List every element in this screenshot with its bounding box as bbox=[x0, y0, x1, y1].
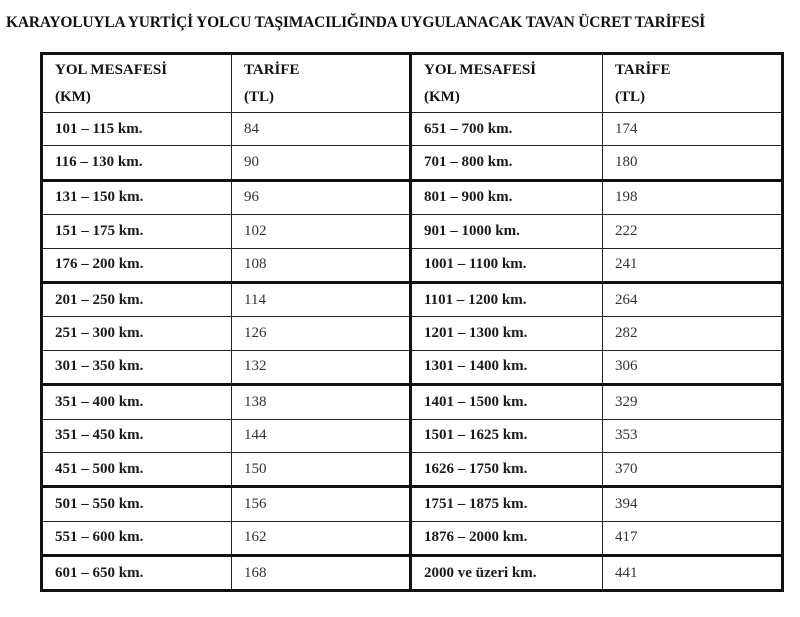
tariff-price-cell: 138 bbox=[232, 385, 411, 419]
distance-range-cell: 1301 – 1400 km. bbox=[411, 350, 603, 384]
header-unit: (KM) bbox=[424, 89, 460, 105]
header-text: YOL MESAFESİ bbox=[424, 62, 537, 78]
distance-range-cell: 1501 – 1625 km. bbox=[411, 419, 603, 452]
header-left-distance bbox=[42, 54, 232, 113]
table-row bbox=[42, 452, 783, 486]
tariff-price-cell: 114 bbox=[232, 282, 411, 316]
tariff-price-cell: 306 bbox=[603, 350, 783, 384]
tariff-price-cell: 84 bbox=[232, 113, 411, 146]
table-row bbox=[42, 215, 783, 248]
distance-range-cell: 1876 – 2000 km. bbox=[411, 521, 603, 555]
distance-range-cell: 1101 – 1200 km. bbox=[411, 282, 603, 316]
table-row bbox=[42, 350, 783, 384]
tariff-price-cell: 264 bbox=[603, 282, 783, 316]
tariff-price-cell: 102 bbox=[232, 215, 411, 248]
distance-range-cell: 301 – 350 km. bbox=[42, 350, 232, 384]
table-row bbox=[42, 521, 783, 555]
tariff-price-cell: 370 bbox=[603, 452, 783, 486]
distance-range-cell: 1626 – 1750 km. bbox=[411, 452, 603, 486]
distance-range-cell: 201 – 250 km. bbox=[42, 282, 232, 316]
tariff-price-cell: 168 bbox=[232, 556, 411, 591]
distance-range-cell: 801 – 900 km. bbox=[411, 180, 603, 214]
header-left-tariff bbox=[232, 54, 411, 113]
distance-range-cell: 701 – 800 km. bbox=[411, 146, 603, 180]
distance-range-cell: 901 – 1000 km. bbox=[411, 215, 603, 248]
distance-range-cell: 151 – 175 km. bbox=[42, 215, 232, 248]
distance-range-cell: 101 – 115 km. bbox=[42, 113, 232, 146]
page-title: KARAYOLUYLA YURTİÇİ YOLCU TAŞIMACILIĞINDA UYGULANACAK TAVAN ÜCRET TARİFESİ bbox=[6, 14, 706, 31]
tariff-price-cell: 132 bbox=[232, 350, 411, 384]
tariff-price-cell: 108 bbox=[232, 248, 411, 282]
tariff-price-cell: 174 bbox=[603, 113, 783, 146]
distance-range-cell: 351 – 450 km. bbox=[42, 419, 232, 452]
distance-range-cell: 351 – 400 km. bbox=[42, 385, 232, 419]
tariff-price-cell: 90 bbox=[232, 146, 411, 180]
tariff-price-cell: 126 bbox=[232, 317, 411, 350]
header-text: TARİFE bbox=[244, 62, 300, 78]
tariff-price-cell: 222 bbox=[603, 215, 783, 248]
distance-range-cell: 251 – 300 km. bbox=[42, 317, 232, 350]
distance-range-cell: 651 – 700 km. bbox=[411, 113, 603, 146]
tariff-price-cell: 417 bbox=[603, 521, 783, 555]
distance-range-cell: 451 – 500 km. bbox=[42, 452, 232, 486]
distance-range-cell: 601 – 650 km. bbox=[42, 556, 232, 591]
header-unit: (TL) bbox=[244, 89, 274, 105]
tariff-price-cell: 394 bbox=[603, 487, 783, 521]
tariff-price-cell: 241 bbox=[603, 248, 783, 282]
distance-range-cell: 2000 ve üzeri km. bbox=[411, 556, 603, 591]
table-row bbox=[42, 146, 783, 180]
tariff-price-cell: 156 bbox=[232, 487, 411, 521]
header-right-distance bbox=[411, 54, 603, 113]
table-row bbox=[42, 317, 783, 350]
header-unit: (TL) bbox=[615, 89, 645, 105]
tariff-price-cell: 198 bbox=[603, 180, 783, 214]
distance-range-cell: 1401 – 1500 km. bbox=[411, 385, 603, 419]
table-row bbox=[42, 248, 783, 282]
header-text: YOL MESAFESİ bbox=[55, 62, 168, 78]
distance-range-cell: 116 – 130 km. bbox=[42, 146, 232, 180]
tariff-price-cell: 162 bbox=[232, 521, 411, 555]
table-header-row bbox=[42, 54, 783, 113]
tariff-price-cell: 353 bbox=[603, 419, 783, 452]
table-row bbox=[42, 385, 783, 419]
tariff-price-cell: 441 bbox=[603, 556, 783, 591]
distance-range-cell: 551 – 600 km. bbox=[42, 521, 232, 555]
tariff-price-cell: 282 bbox=[603, 317, 783, 350]
distance-range-cell: 1201 – 1300 km. bbox=[411, 317, 603, 350]
distance-range-cell: 176 – 200 km. bbox=[42, 248, 232, 282]
table-row bbox=[42, 113, 783, 146]
table-row bbox=[42, 487, 783, 521]
header-unit: (KM) bbox=[55, 89, 91, 105]
tariff-table bbox=[40, 52, 784, 592]
header-text: TARİFE bbox=[615, 62, 671, 78]
distance-range-cell: 501 – 550 km. bbox=[42, 487, 232, 521]
table-row bbox=[42, 180, 783, 214]
table-row bbox=[42, 282, 783, 316]
tariff-price-cell: 144 bbox=[232, 419, 411, 452]
tariff-price-cell: 96 bbox=[232, 180, 411, 214]
distance-range-cell: 1751 – 1875 km. bbox=[411, 487, 603, 521]
table-row bbox=[42, 556, 783, 591]
distance-range-cell: 131 – 150 km. bbox=[42, 180, 232, 214]
distance-range-cell: 1001 – 1100 km. bbox=[411, 248, 603, 282]
table-row bbox=[42, 419, 783, 452]
header-right-tariff bbox=[603, 54, 783, 113]
tariff-price-cell: 180 bbox=[603, 146, 783, 180]
tariff-price-cell: 329 bbox=[603, 385, 783, 419]
tariff-price-cell: 150 bbox=[232, 452, 411, 486]
